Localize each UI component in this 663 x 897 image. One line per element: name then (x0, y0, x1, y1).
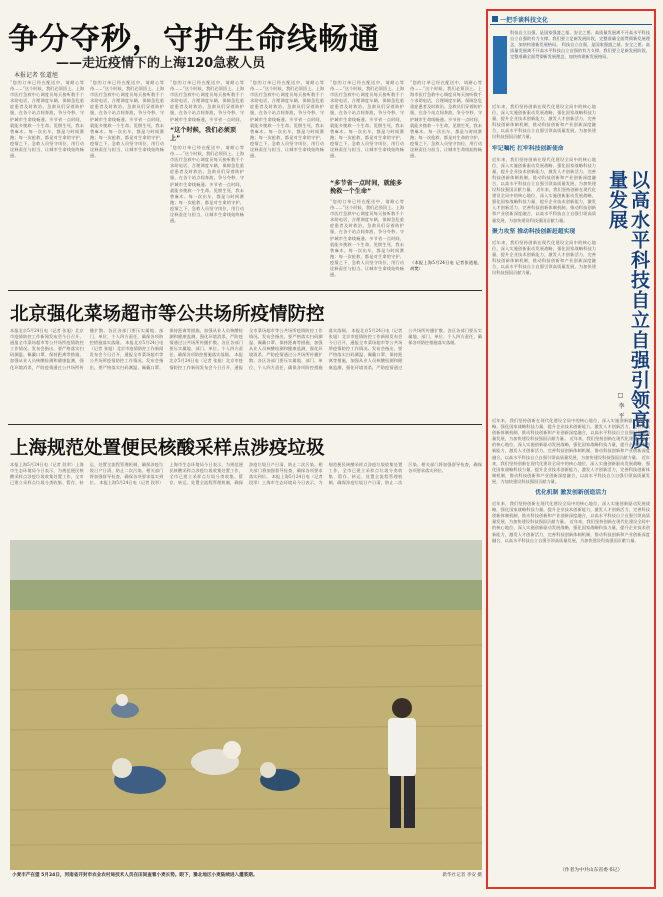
sidebar-body-text: 近年来，我们坚持创新在现代化建设全局中的核心地位，深入实施创新驱动发展战略，强化国家战略科技力量，提升企业技术创新能力，激发人才创新活力，完善科技创新体制机制，推动科技创新和产业创新深度融合，以高水平科技自立自强引领高质量发展，为加快建设科技强国贡献力量。 (492, 104, 596, 140)
sidebar-intro (510, 30, 650, 100)
article1-subtitle: ——走近疫情下的上海120急救人员 (56, 56, 266, 71)
sidebar-body-text-cont: 近年来，我们坚持创新在现代化建设全局中的核心地位，深入实施创新驱动发展战略，强化国家战略科技力量，提升企业技术创新能力，激发人才创新活力，完善科技创新体制机制，推动科技创新和产业创新深度融合，以高水平科技自立自强引领高质量发展，为加快建设科技强国贡献力量。 (492, 156, 596, 193)
sidebar-intro-text: 科技自立自强，是国家强盛之基、安全之要。高质量发展离不开高水平科技自立自强的有力支撑。我们要立足新发展阶段，完整准确全面贯彻新发展理念，加快构建新发展格局。 (510, 30, 650, 48)
sidebar-body-text-cont: 近年来，我们坚持创新在现代化建设全局中的核心地位，深入实施创新驱动发展战略，强化国家战略科技力量，提升企业技术创新能力，激发人才创新活力，完善科技创新体制机制，推动科技创新和产业创新深度融合，以高水平科技自立自强引领高质量发展，为加快建设科技强国贡献力量。 (492, 454, 650, 484)
article2-title: 北京强化菜场超市等公共场所疫情防控 (10, 304, 325, 325)
photo-credit: 新华社记者 李安 摄 (442, 873, 482, 878)
article1-footer: （本报上海5月24日电 记者张道旭、胡樊） (410, 260, 482, 272)
article1-body-text: “您的订单已经在配送中，请耐心等待……”这个时候，我们必须顶上。上海市医疗急救中心调度员每天接听数千个求助电话，合理调度车辆，保障急危重症患者及时救治。急救员们穿着防护服，在各个站点间奔波，争分夺秒，守护城市生命线畅通。多节省一点时间， (170, 80, 244, 122)
sidebar-author: □ 李 平 (617, 392, 624, 420)
sidebar-subheading-3: 优化机制 激发创新创造活力 (535, 490, 607, 497)
article3-body-text: 本报上海5月24日电（记者 段翠）上海市生态环境局今日表示，为规范便民核酸采样点涉疫垃圾收集处置工作，全市已建立采样点垃圾分类收集、暂存、转运、处置全流程管理机制，确保涉疫垃圾日产日清，防止二次污染。相关部门将加强督导检查，确保各项要求落实到位。 (10, 462, 164, 486)
wheat-field-photo (10, 540, 482, 870)
article1-body-text: “您的订单已经在配送中，请耐心等待……”这个时候，我们必须顶上。上海市医疗急救中心调度员每天接听数千个求助电话，合理调度车辆，保障急危重症患者及时救治。急救员们穿着防护服，在各个站点间奔波，争分夺秒，守护城市生命线畅通。多节省一点时间，就能多挽救一个生命。见惯生死，我未曾麻木。每一次出车，都是与时间赛跑；每一次抢救，都是对生命的守护。疫情之下，急救人员坚守岗位，用行动诠释责任与担当，让城市生命线始终畅通。 (330, 80, 404, 159)
article2-body-text-cont: 本报北京5月24日电（记者 张旭）北京市疫情防控工作新闻发布会今日召开，通报全市菜场超市等公共场所疫情防控工作情况。发布会指出，要严格落实扫码测温、佩戴口罩、保持距离等措施，加强从业人员核酸检测和健康监测，强化环境消杀，严防疫情通过公共场所传播扩散。各区各部门要压实属地、部门、单位、个人四方责任，确保各项防控措施落实落细。 (89, 328, 243, 370)
article3-body (10, 462, 482, 536)
article1-col-6 (410, 80, 482, 286)
sidebar-body-text-cont: 近年来，我们坚持创新在现代化建设全局中的核心地位，深入实施创新驱动发展战略，强化国家战略科技力量，提升企业技术创新能力，激发人才创新活力，完善科技创新体制机制，推动科技创新和产业创新深度融合，以高水平科技自立自强引领高质量发展，为加快建设科技强国贡献力量。 (492, 501, 650, 525)
sidebar-intro-text-cont: 科技自立自强，是国家强盛之基、安全之要。高质量发展离不开高水平科技自立自强的有力支撑。我们要立足新发展阶段，完整准确全面贯彻新发展理念，加快构建新发展格局。 (510, 42, 650, 60)
photo-caption (12, 873, 482, 879)
sidebar-vertical-title: 以高水平科技自立自强引领高质量发展 (606, 170, 650, 450)
article2-body (10, 328, 482, 420)
sidebar-header-text: 一把手谈科技文化 (500, 17, 549, 24)
article1-body-text: “您的订单已经在配送中，请耐心等待……”这个时候，我们必须顶上。上海市医疗急救中心调度员每天接听数千个求助电话，合理调度车辆，保障急危重症患者及时救治。急救员们穿着防护服，在各个站点间奔波，争分夺秒，守护城市生命线畅通。多节省一点时间，就能多挽救一个生命。见惯生死，我未曾麻木。每一次出车，都是与时间赛跑；每一次抢救，都是对生命的守护。疫情之下，急救人员坚守岗位，用行动诠释责任与担当，让城市生命线始终畅通。 (90, 80, 164, 159)
article3-body-text-cont: 本报上海5月24日电（记者 段翠）上海市生态环境局今日表示，为规范便民核酸采样点涉疫垃圾收集处置工作，全市已建立采样点垃圾分类收集、暂存、转运、处置全流程管理机制，确保涉疫垃圾日产日清，防止二次污染。相关部门将加强督导检查，确保各项要求落实到位。 (248, 462, 482, 486)
article1-col-2 (90, 80, 164, 286)
article2-body-text: 本报北京5月24日电（记者 张旭）北京市疫情防控工作新闻发布会今日召开，通报全市菜场超市等公共场所疫情防控工作情况。发布会指出，要严格落实扫码测温、佩戴口罩、保持距离等措施，加强从业人员核酸检测和健康监测，强化环境消杀，严防疫情通过公共场所传播扩散。各区各部门要压实属地、部门、单位、个人四方责任，确保各项防控措施落实落细。 (10, 328, 164, 370)
article1-subheading-1: “这个时候，我们必须顶上” (170, 127, 236, 142)
article2-body-text-cont: 本报北京5月24日电（记者 张旭）北京市疫情防控工作新闻发布会今日召开，通报全市菜场超市等公共场所疫情防控工作情况。发布会指出，要严格落实扫码测温、佩戴口罩、保持距离等措施，加强从业人员核酸检测和健康监测，强化环境消杀，严防疫情通过公共场所传播扩散。各区各部门要压实属地、部门、单位、个人四方责任，确保各项防控措施落实落细。 (169, 328, 350, 370)
divider (490, 24, 652, 25)
sidebar-body-top (492, 104, 596, 414)
article1-body-text: “您的订单已经在配送中，请耐心等待……”这个时候，我们必须顶上。上海市医疗急救中心调度员每天接听数千个求助电话，合理调度车辆，保障急危重症患者及时救治。急救员们穿着防护服，在各个站点间奔波，争分夺秒，守护城市生命线畅通。多节省一点时间，就能多挽救一个生命。见惯生死，我未曾麻木。每一次出车，都是与时间赛跑；每一次抢救，都是对生命的守护。疫情之下，急救人员坚守岗位，用行动诠释责任与担当，让城市生命线始终畅通。 (410, 80, 482, 159)
article1-col-4 (250, 80, 324, 286)
article1-body-text: “您的订单已经在配送中，请耐心等待……”这个时候，我们必须顶上。上海市医疗急救中心调度员每天接听数千个求助电话，合理调度车辆，保障急危重症患者及时救治。急救员们穿着防护服，在各个站点间奔波，争分夺秒，守护城市生命线畅通。多节省一点时间，就能多挽救一个生命。见惯生死，我未曾麻木。每一次出车，都是与时间赛跑；每一次抢救，都是对生命的守护。疫情之下，急救人员坚守岗位，用行动诠释责任与担当，让城市生命线始终畅通。 (170, 145, 244, 224)
article1-col-3 (170, 80, 244, 286)
sidebar-body-text-cont: 近年来，我们坚持创新在现代化建设全局中的核心地位，深入实施创新驱动发展战略，强化国家战略科技力量，提升企业技术创新能力，激发人才创新活力，完善科技创新体制机制，推动科技创新和产业创新深度融合，以高水平科技自立自强引领高质量发展，为加快建设科技强国贡献力量。 (492, 436, 650, 460)
article2-body-text-cont: 本报北京5月24日电（记者 张旭）北京市疫情防控工作新闻发布会今日召开，通报全市菜场超市等公共场所疫情防控工作情况。发布会指出，要严格落实扫码测温、佩戴口罩、保持距离等措施，加强从业人员核酸检测和健康监测，强化环境消杀，严防疫情通过公共场所传播扩散。各区各部门要压实属地、部门、单位、个人四方责任，确保各项防控措施落实落细。 (328, 328, 482, 370)
article1-col-1 (10, 80, 84, 286)
sidebar-body-text: 近年来，我们坚持创新在现代化建设全局中的核心地位，深入实施创新驱动发展战略，强化国家战略科技力量，提升企业技术创新能力，激发人才创新活力，完善科技创新体制机制，推动科技创新和产业创新深度融合，以高水平科技自立自强引领高质量发展，为加快建设科技强国贡献力量。 (492, 418, 650, 442)
article3-title: 上海规范处置便民核酸采样点涉疫垃圾 (10, 438, 325, 459)
square-bullet-icon (492, 16, 498, 22)
article1-body-text: “您的订单已经在配送中，请耐心等待……”这个时候，我们必须顶上。上海市医疗急救中心调度员每天接听数千个求助电话，合理调度车辆，保障急危重症患者及时救治。急救员们穿着防护服，在各个站点间奔波，争分夺秒，守护城市生命线畅通。多节省一点时间，就能多挽救一个生命。见惯生死，我未曾麻木。每一次出车，都是与时间赛跑；每一次抢救，都是对生命的守护。疫情之下，急救人员坚守岗位，用行动诠释责任与担当，让城市生命线始终畅通。 (10, 80, 84, 159)
photo-caption-text: 小麦丰产在望 5月24日，河南省开封市农业农村局技术人员在田间查看小麦长势。眼下，豫北地区小麦陆续进入灌浆期。 (12, 873, 258, 878)
article1-subheading-2: “多节省一点时间，就能多挽救一个生命” (330, 180, 403, 195)
article1-byline: 本报记者 张道旭 (14, 72, 58, 79)
article1-title: 争分夺秒，守护生命线畅通 (8, 22, 380, 57)
sidebar-body-bottom (492, 418, 650, 858)
article1-body-text: “您的订单已经在配送中，请耐心等待……”这个时候，我们必须顶上。上海市医疗急救中心调度员每天接听数千个求助电话，合理调度车辆，保障急危重症患者及时救治。急救员们穿着防护服，在各个站点间奔波，争分夺秒，守护城市生命线畅通。多节省一点时间，就能多挽救一个生命。见惯生死，我未曾麻木。每一次出车，都是与时间赛跑；每一次抢救，都是对生命的守护。疫情之下，急救人员坚守岗位，用行动诠释责任与担当，让城市生命线始终畅通。 (330, 199, 404, 278)
sidebar-body-text-cont: 近年来，我们坚持创新在现代化建设全局中的核心地位，深入实施创新驱动发展战略，强化国家战略科技力量，提升企业技术创新能力，激发人才创新活力，完善科技创新体制机制，推动科技创新和产业创新深度融合，以高水平科技自立自强引领高质量发展，为加快建设科技强国贡献力量。 (492, 187, 596, 223)
sidebar-subheading-1: 牢记嘱托 扛牢科技创新使命 (492, 145, 564, 152)
divider (8, 290, 482, 291)
wheat-field-illustration (10, 540, 482, 870)
column-tag-icon (493, 36, 507, 94)
sidebar-body-text-cont: 近年来，我们坚持创新在现代化建设全局中的核心地位，深入实施创新驱动发展战略，强化国家战略科技力量，提升企业技术创新能力，激发人才创新活力，完善科技创新体制机制，推动科技创新和产业创新深度融合，以高水平科技自立自强引领高质量发展，为加快建设科技强国贡献力量。 (492, 519, 650, 543)
article1-col-5 (330, 80, 404, 286)
article3-body-text-cont: 本报上海5月24日电（记者 段翠）上海市生态环境局今日表示，为规范便民核酸采样点涉疫垃圾收集处置工作，全市已建立采样点垃圾分类收集、暂存、转运、处置全流程管理机制，确保涉疫垃圾日产日清，防止二次污染。相关部门将加强督导检查，确保各项要求落实到位。 (99, 462, 323, 486)
divider (8, 424, 482, 425)
sidebar-body-text-cont: 近年来，我们坚持创新在现代化建设全局中的核心地位，深入实施创新驱动发展战略，强化国家战略科技力量，提升企业技术创新能力，激发人才创新活力，完善科技创新体制机制，推动科技创新和产业创新深度融合，以高水平科技自立自强引领高质量发展，为加快建设科技强国贡献力量。 (492, 239, 596, 276)
sidebar-subheading-2: 聚力攻坚 推动科技创新赶超实现 (492, 228, 576, 235)
sidebar-footer: （作者为中共山东省委书记） (560, 868, 623, 873)
article1-body-text: “您的订单已经在配送中，请耐心等待……”这个时候，我们必须顶上。上海市医疗急救中心调度员每天接听数千个求助电话，合理调度车辆，保障急危重症患者及时救治。急救员们穿着防护服，在各个站点间奔波，争分夺秒，守护城市生命线畅通。多节省一点时间，就能多挽救一个生命。见惯生死，我未曾麻木。每一次出车，都是与时间赛跑；每一次抢救，都是对生命的守护。疫情之下，急救人员坚守岗位，用行动诠释责任与担当，让城市生命线始终畅通。 (250, 80, 324, 159)
sidebar-header (492, 15, 548, 24)
